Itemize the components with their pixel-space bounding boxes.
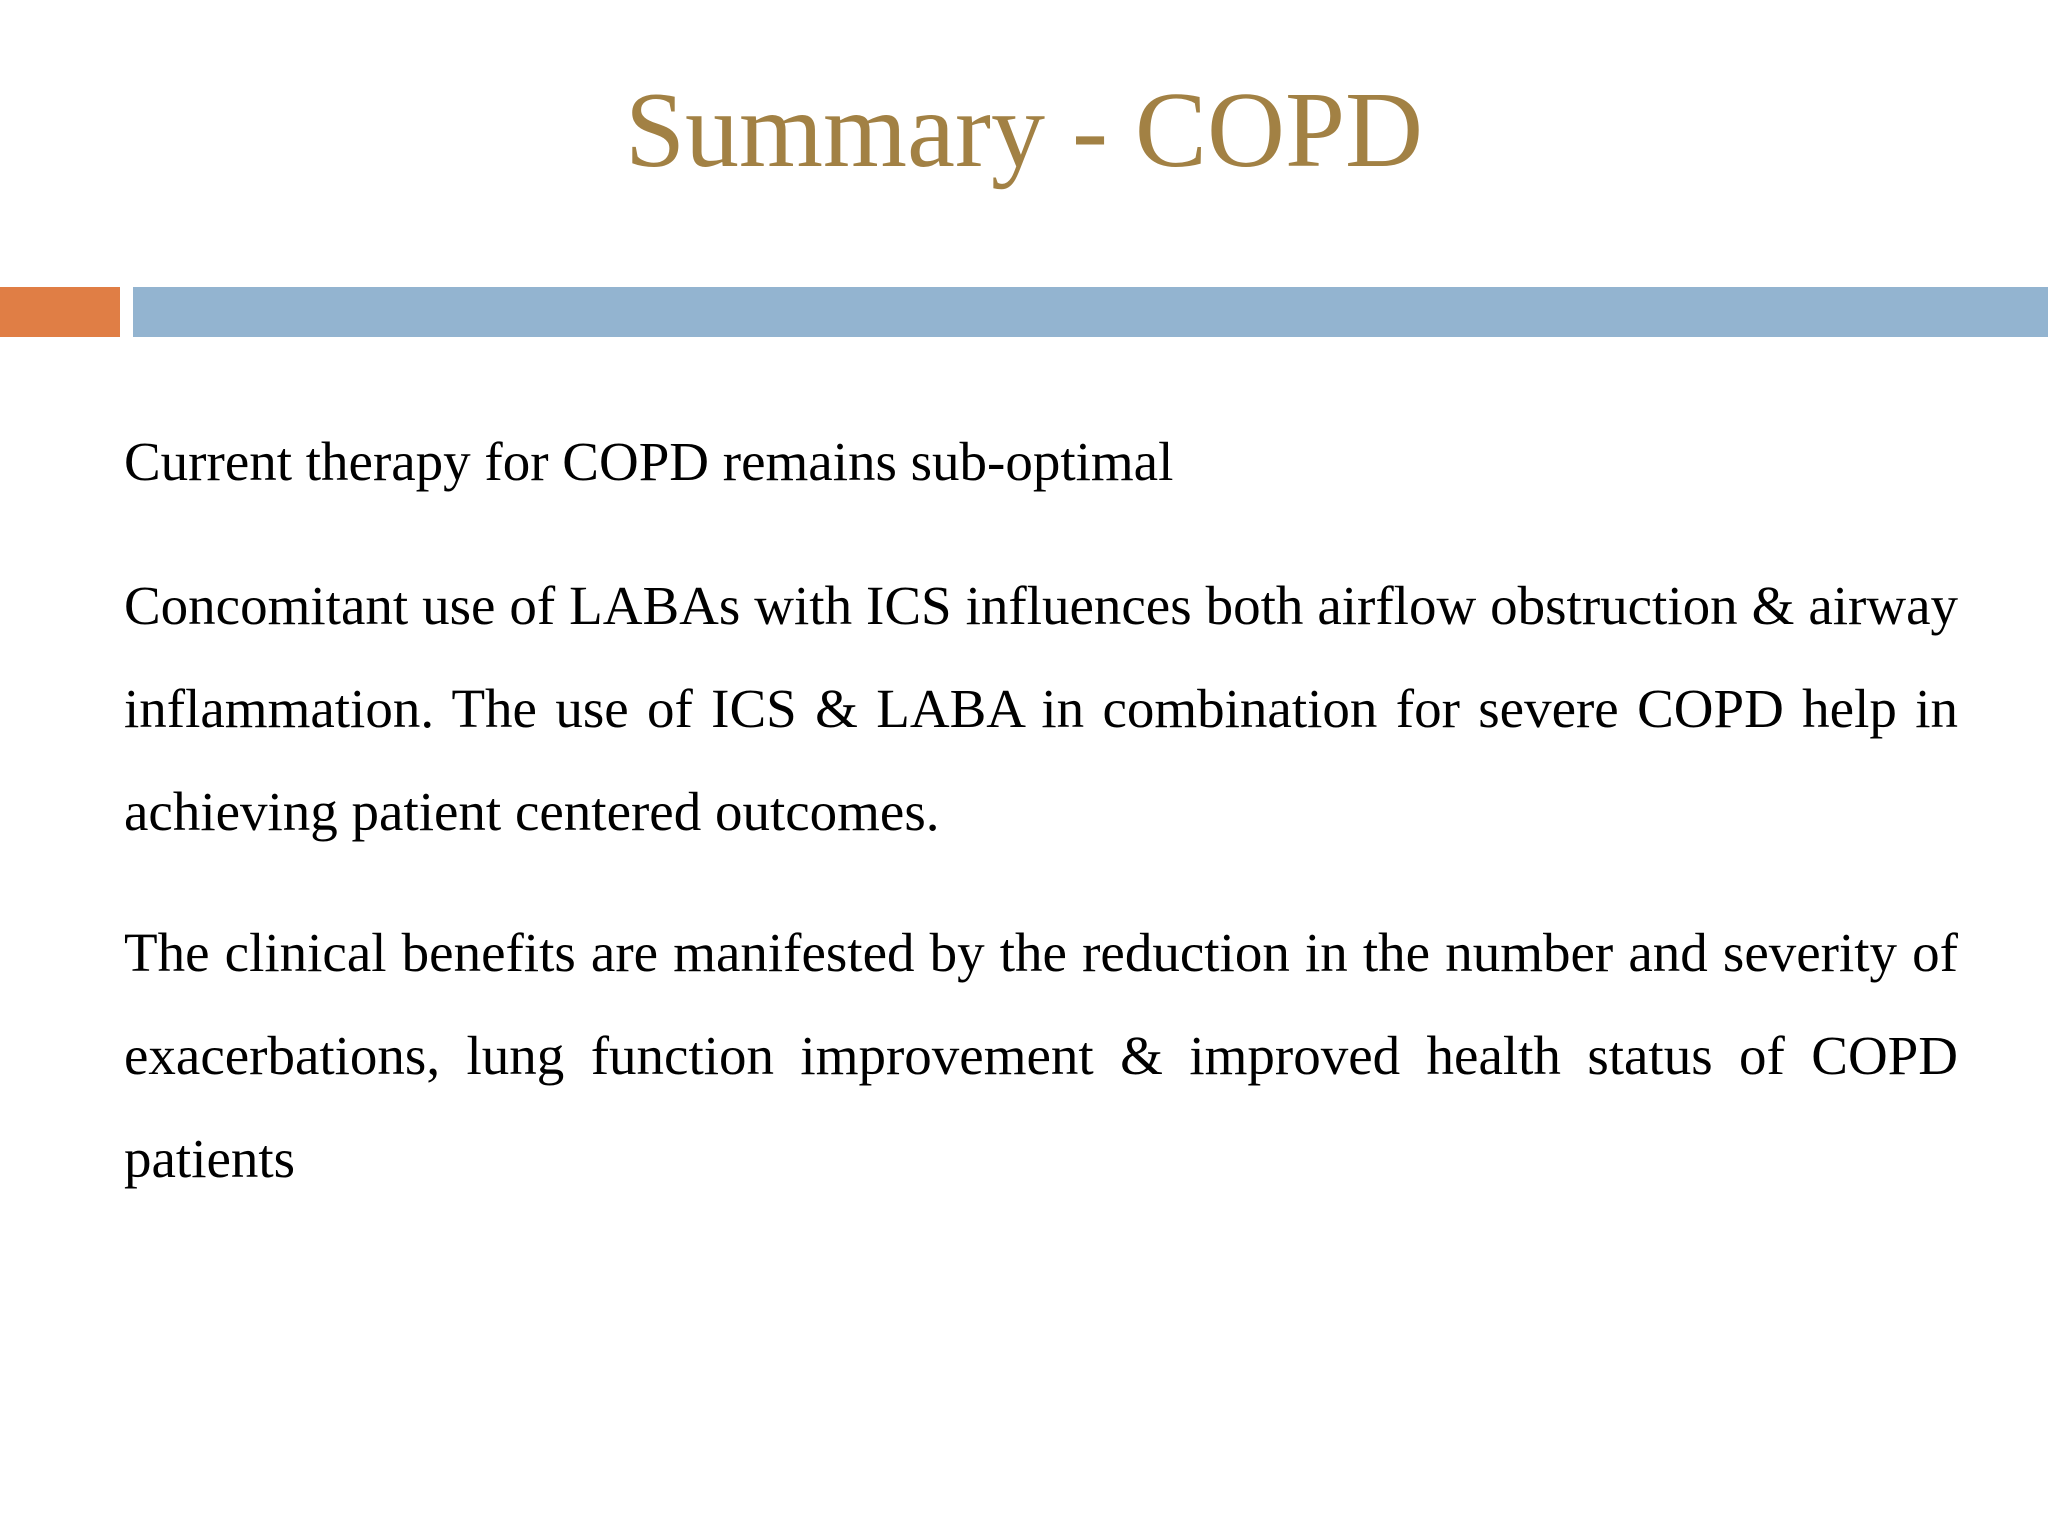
slide-body — [124, 420, 1958, 1248]
paragraph-clinical-benefits: The clinical benefits are manifested by the reduction in the number and severity of exacerbations, lung function improvement & improved health status of COPD patients — [124, 922, 1958, 1189]
title-accent-bar — [0, 287, 120, 337]
paragraph-concomitant-use: Concomitant use of LABAs with ICS influences both airflow obstruction & airway inflammation. The use of ICS & LABA in combination for severe COPD help in achieving patient centered outcomes. — [124, 575, 1958, 842]
slide-title: Summary - COPD — [624, 71, 1424, 190]
title-divider-bar — [133, 287, 2048, 337]
paragraph-current-therapy: Current therapy for COPD remains sub-optimal — [124, 431, 1174, 492]
